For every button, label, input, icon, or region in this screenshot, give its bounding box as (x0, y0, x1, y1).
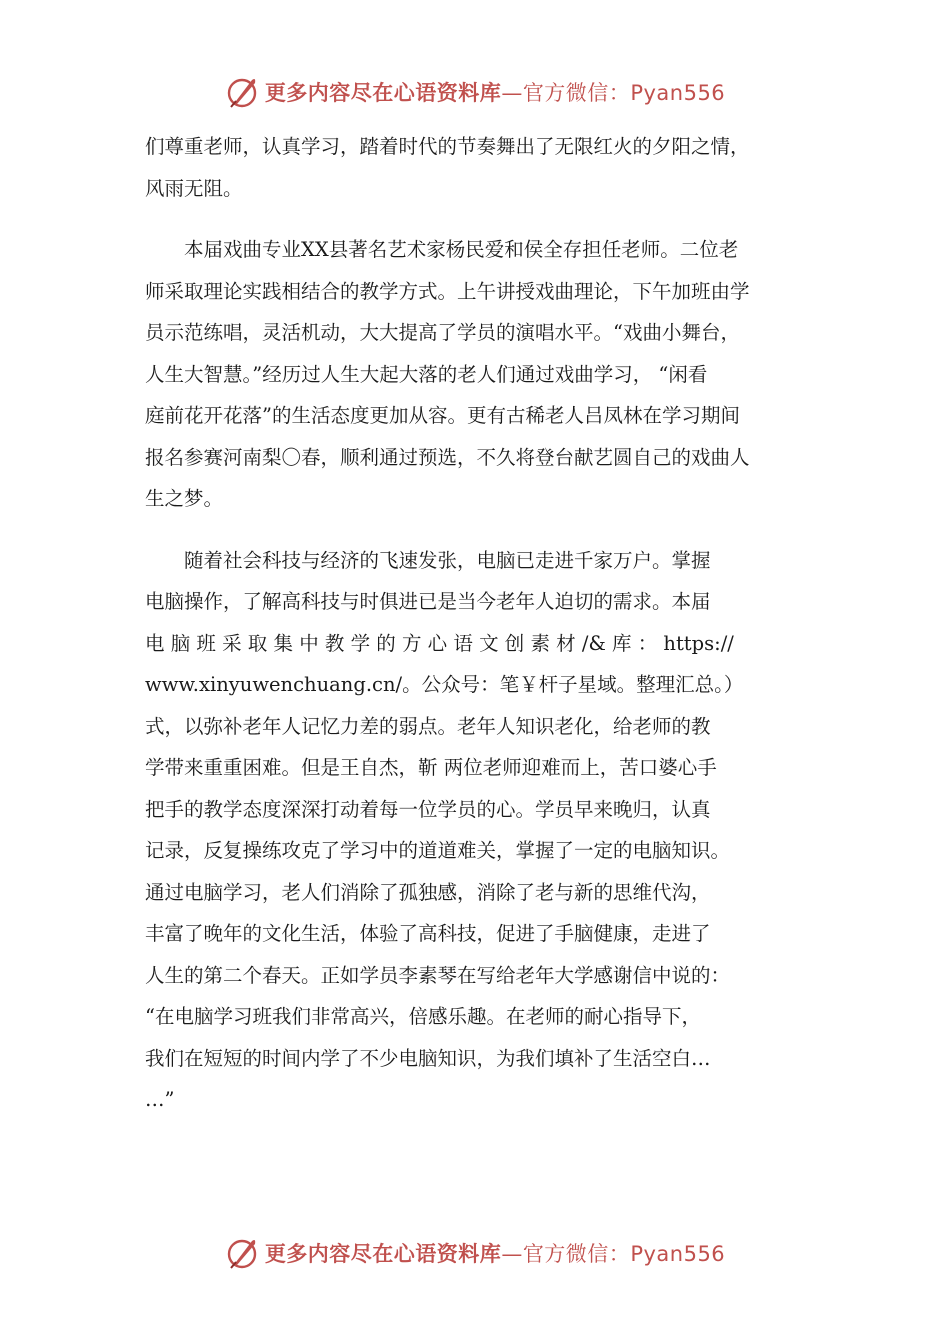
text-line: 式，以弥补老年人记忆力差的弱点。老年人知识老化，给老师的教 (145, 714, 711, 738)
text-line: 人生的第二个春天。正如学员李素琴在写给老年大学感谢信中说的： (145, 963, 731, 987)
text-line: 人生大智慧。”经历过人生大起大落的老人们通过戏曲学习， “闲看 (145, 362, 708, 386)
paragraph-2 (145, 229, 820, 520)
text-line: “在电脑学习班我们非常高兴，倍感乐趣。在老师的耐心指导下， (145, 1005, 701, 1028)
footer-banner (0, 1233, 950, 1273)
text-line: 电脑操作，了解高科技与时俱进已是当今老年人迫切的需求。本届 (145, 590, 711, 613)
text-line: 师采取理论实践相结合的教学方式。上午讲授戏曲理论，下午加班由学 (145, 279, 750, 303)
document-body (145, 126, 820, 1121)
footer-text: 更多内容尽在心语资料库—官方微信：Pyan556 (264, 1242, 726, 1266)
text-line: 把手的教学态度深深打动着每一位学员的心。学员早来晚归，认真 (145, 797, 711, 821)
text-line: 丰富了晚年的文化生活，体验了高科技，促进了手脑健康，走进了 (145, 922, 711, 945)
paragraph-3 (145, 540, 820, 1121)
text-line: 庭前花开花落”的生活态度更加从容。更有古稀老人吕凤林在学习期间 (145, 404, 740, 427)
paragraph-1 (145, 126, 820, 209)
header-banner (0, 72, 950, 112)
text-line: …” (145, 1088, 175, 1111)
text-line: 报名参赛河南梨〇春，顺利通过预选，不久将登台献艺圆自己的戏曲人 (145, 445, 750, 469)
text-line: 们尊重老师，认真学习，踏着时代的节奏舞出了无限红火的夕阳之情， (145, 135, 750, 158)
text-line: 本届戏曲专业XX县著名艺术家杨民爱和侯全存担任老师。二位老 (184, 238, 739, 261)
text-line: 员示范练唱，灵活机动，大大提高了学员的演唱水平。“戏曲小舞台， (145, 321, 740, 344)
text-line: 通过电脑学习，老人们消除了孤独感，消除了老与新的思维代沟， (145, 880, 711, 904)
text-line: www.xinyuwenchuang.cn/。公众号：笔￥杆子星域。整理汇总。） (145, 673, 744, 696)
text-line: 生之梦。 (145, 487, 224, 510)
text-line: 电 脑 班 采 取 集 中 教 学 的 方 心 语 文 创 素 材 /& 库 ： https:// (145, 631, 734, 655)
text-line: 风雨无阻。 (145, 176, 243, 200)
text-line: 学带来重重困难。但是王自杰，靳 两位老师迎难而上，苦口婆心手 (145, 756, 717, 779)
quill-pen-logo-icon (225, 1235, 261, 1271)
text-line: 我们在短短的时间内学了不少电脑知识，为我们填补了生活空白… (145, 1046, 711, 1070)
header-text: 更多内容尽在心语资料库—官方微信：Pyan556 (264, 81, 726, 105)
text-line: 随着社会科技与经济的飞速发张，电脑已走进千家万户。掌握 (184, 548, 711, 572)
quill-pen-logo-icon (225, 74, 261, 110)
text-line: 记录，反复操练攻克了学习中的道道难关，掌握了一定的电脑知识。 (145, 839, 731, 862)
